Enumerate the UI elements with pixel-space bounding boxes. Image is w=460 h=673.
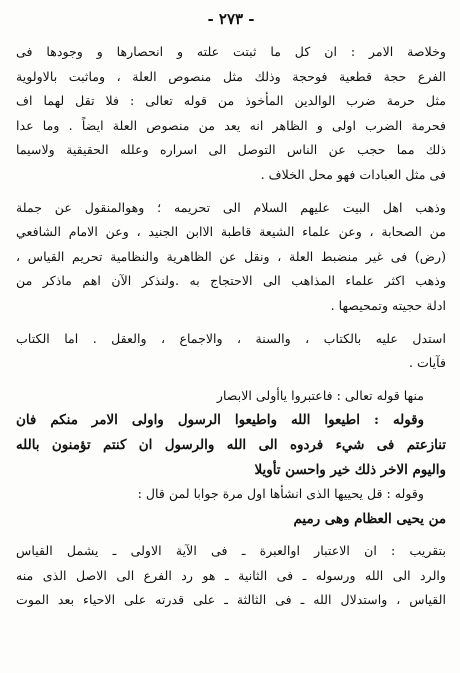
text-line: من الصحابة ، وعن علماء الشيعة قاطبة الاابن الجنيد ، وعن الامام الشافعي [16, 224, 446, 240]
text-line: واليوم الاخر ذلك خير واحسن تأويلا [254, 461, 446, 478]
text-line: الفرع حجة قطعية فوحجة وذلك مثل منصوص العلة ، وماثبت بالاولوية [16, 68, 446, 84]
paragraph-gap [16, 319, 446, 327]
text-line: من يحيى العظام وهى رميم [293, 510, 446, 527]
paragraph-gap [16, 531, 446, 539]
paragraph [16, 196, 446, 319]
paragraph [16, 40, 446, 188]
text-line: مثل حرمة ضرب الوالدين المأخوذ من قوله تعالى : فلا تقل لهما اف [16, 93, 446, 109]
text-line: فى مثل العبادات فهو محل الخلاف . [260, 166, 446, 182]
text-line: ادلة حجيته وتمحيصها . [330, 297, 446, 313]
text-line: ذلك مما حجب عن الناس التوصل الى اسراره وعلله الحقيقية ولاسيما [16, 142, 446, 158]
paragraph-gap [16, 376, 446, 384]
text-line: وقوله : قل يحييها الذى انشأها اول مرة جوابا لمن قال : [137, 486, 424, 502]
text-line: وذهب اهل البيت عليهم السلام الى تحريمه ؛ وهوالمنقول عن جملة [16, 199, 446, 215]
paragraph [16, 539, 446, 613]
text-line: بتقريب : ان الاعتبار اوالعبرة ـ فى الآية الاولى ـ يشمل القياس [16, 543, 446, 559]
text-line: استدل عليه بالكتاب ، والسنة ، والاجماع ، والعقل . اما الكتاب [16, 330, 446, 346]
text-line: وذهب اكثر علماء المذاهب الى الاحتجاج به .ولنذكر الآن اهم ماذكر من [16, 273, 446, 289]
paragraph [16, 384, 446, 532]
page-number: - ٢٧٣ - [207, 10, 255, 28]
paragraph [16, 327, 446, 376]
text-line: والرد الى الله ورسوله ـ فى الثانية ـ هو رد الفرع الى الاصل الذى منه [16, 567, 446, 583]
text-line: (رض) فى غير منضبط العلة ، ونقل عن الظاهرية والنظامية تحريم القياس ، [16, 248, 446, 264]
text-body [16, 40, 446, 613]
text-line: تنازعتم فى شيء فردوه الى الله والرسول ان كنتم تؤمنون بالله [16, 436, 446, 453]
text-line: القياس ، واستدلال الله ـ فى الثالثة ـ على قدرته على الاحياء بعد الموت [16, 592, 446, 608]
text-line: منها قوله تعالى : فاعتبروا ياأولى الابصار [216, 387, 424, 403]
paragraph-gap [16, 188, 446, 196]
text-line: وخلاصة الامر : ان كل ما ثبتت علته و انحصارها و وجودها فى [16, 44, 446, 59]
text-line: فحرمة الضرب اولى و الظاهر انه يعد من منصوص العلة ايضاً . وما عدا [16, 117, 446, 133]
text-line: فآيات . [408, 355, 446, 371]
text-line: وقوله : اطيعوا الله واطيعوا الرسول واولى الامر منكم فان [16, 412, 424, 429]
